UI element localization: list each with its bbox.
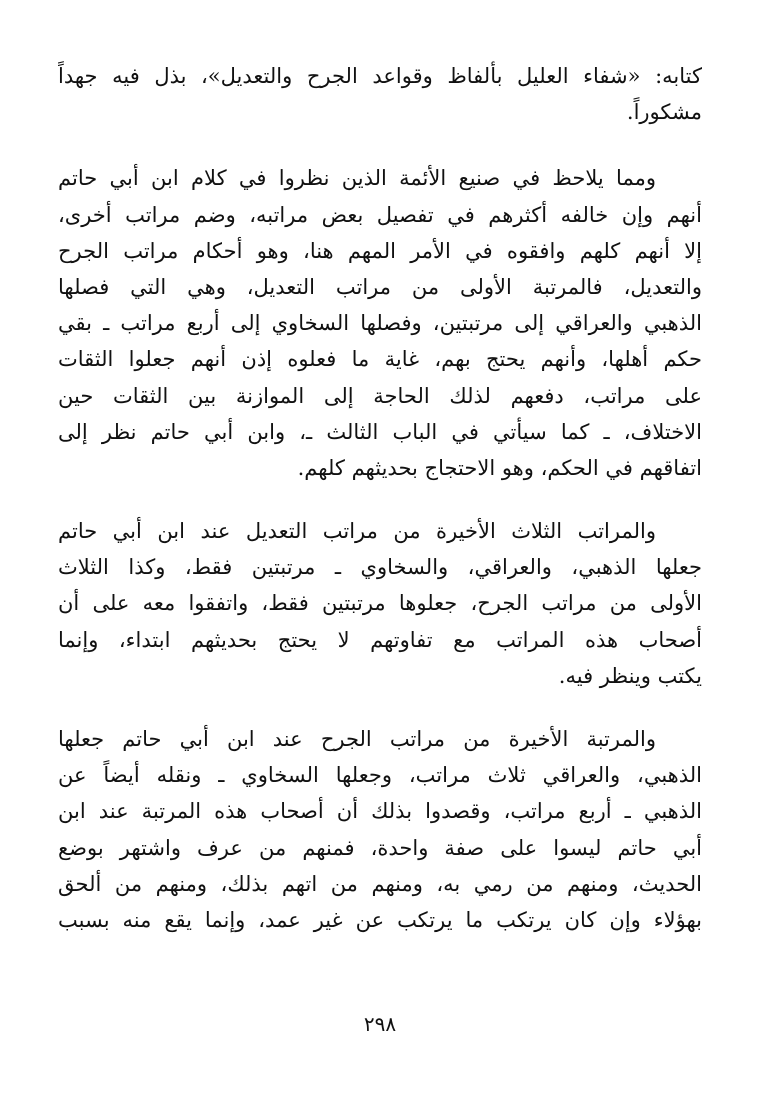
text-line: الذهبي، والعراقي ثلاث مراتب، وجعلها السخاوي ـ ونقله أيضاً عن bbox=[58, 763, 702, 788]
paragraph-1 bbox=[58, 58, 702, 130]
text-line: والمرتبة الأخيرة من مراتب الجرح عند ابن أبي حاتم جعلها bbox=[58, 727, 656, 751]
paragraph-3 bbox=[58, 513, 702, 694]
text-line: مشكوراً. bbox=[626, 100, 702, 125]
text-line: اتفاقهم في الحكم، وهو الاحتجاج بحديثهم كلهم. bbox=[297, 455, 702, 480]
text-line: أبي حاتم ليسوا على صفة واحدة، فمنهم من عرف واشتهر بوضع bbox=[58, 835, 702, 860]
paragraph-2 bbox=[58, 160, 702, 486]
text-line: ومما يلاحظ في صنيع الأئمة الذين نظروا في كلام ابن أبي حاتم bbox=[58, 166, 656, 191]
text-line: أصحاب هذه المراتب مع تفاوتهم لا يحتج بحديثهم ابتداء، وإنما bbox=[58, 627, 702, 652]
page-body bbox=[58, 58, 702, 938]
text-line: أنهم وإن خالفه أكثرهم في تفصيل بعض مراتبه، وضم مراتب أخرى، bbox=[58, 202, 702, 227]
text-line: الذهبي ـ أربع مراتب، وقصدوا بذلك أن أصحاب هذه المرتبة عند ابن bbox=[58, 799, 702, 824]
text-line: على مراتب، دفعهم لذلك الحاجة إلى الموازنة بين الثقات حين bbox=[58, 383, 702, 408]
text-line: الاختلاف، ـ كما سيأتي في الباب الثالث ـ، وابن أبي حاتم نظر إلى bbox=[58, 419, 702, 444]
text-line: يكتب وينظر فيه. bbox=[558, 663, 702, 688]
text-line: كتابه: «شفاء العليل بألفاظ وقواعد الجرح والتعديل»، بذل فيه جهداً bbox=[58, 64, 702, 88]
text-line: والمراتب الثلاث الأخيرة من مراتب التعديل عند ابن أبي حاتم bbox=[58, 519, 656, 544]
text-line: الذهبي والعراقي إلى مرتبتين، وفصلها السخاوي إلى أربع مراتب ـ بقي bbox=[58, 311, 702, 336]
text-line: بهؤلاء وإن كان يرتكب ما يرتكب عن غير عمد، وإنما يقع منه بسبب bbox=[58, 907, 702, 932]
paragraph-4 bbox=[58, 721, 702, 938]
text-line: حكم أهلها، وأنهم يحتج بهم، غاية ما فعلوه إذن أنهم جعلوا الثقات bbox=[58, 347, 702, 372]
text-line: جعلها الذهبي، والعراقي، والسخاوي ـ مرتبتين فقط، وكذا الثلاث bbox=[58, 555, 702, 580]
text-line: الحديث، ومنهم من رمي به، ومنهم من اتهم بذلك، ومنهم من ألحق bbox=[58, 871, 702, 896]
text-line: الأولى من مراتب الجرح، جعلوها مرتبتين فقط، واتفقوا معه على أن bbox=[58, 591, 702, 616]
page-number: ٢٩٨ bbox=[363, 1012, 397, 1036]
text-line: إلا أنهم كلهم وافقوه في الأمر المهم هنا، وهو أحكام مراتب الجرح bbox=[58, 238, 702, 263]
text-line: والتعديل، فالمرتبة الأولى من مراتب التعديل، وهي التي فصلها bbox=[58, 274, 702, 299]
